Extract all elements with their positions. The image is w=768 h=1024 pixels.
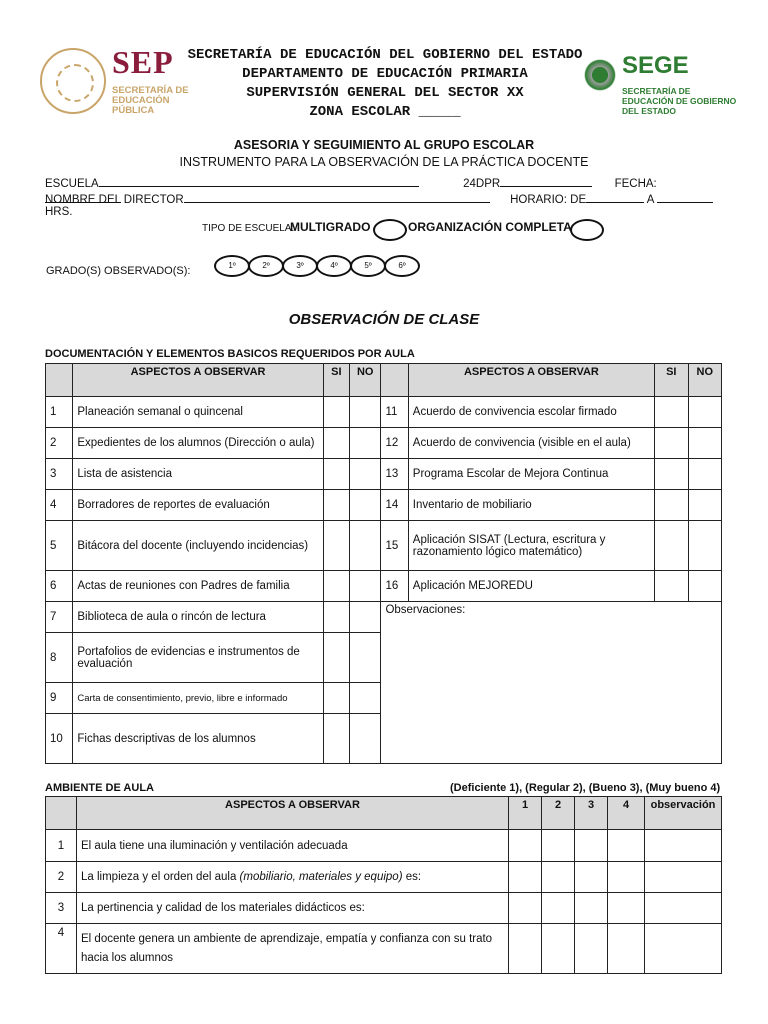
fecha-label: FECHA: [614,178,657,190]
grade-option[interactable]: 5º [350,255,386,277]
section-title: OBSERVACIÓN DE CLASE [288,311,480,328]
completa-option[interactable] [570,219,604,241]
grade-option[interactable]: 2º [248,255,284,277]
doc-col-aspects: ASPECTOS A OBSERVAR [408,364,654,397]
amb-col-aspects: ASPECTOS A OBSERVAR [77,797,509,830]
ambiente-table [45,796,722,974]
si-cell[interactable] [655,521,688,571]
doc-section-label: DOCUMENTACIÓN Y ELEMENTOS BASICOS REQUERIDOS POR AULA [45,348,415,360]
score-cell[interactable] [575,862,608,893]
escuela-field[interactable] [99,174,419,187]
table-row [46,924,722,974]
sege-logo-text: SEGE [622,52,689,79]
si-cell[interactable] [323,714,349,764]
header-lines [180,46,590,122]
sep-logo-text: SEP [112,44,174,80]
row-aspect: El docente genera un ambiente de aprendizaje, empatía y confianza con su trato hacia los alumnos [77,924,509,974]
mexico-seal-icon [40,48,106,114]
row-number: 3 [46,459,73,490]
amb-col-score: 3 [575,797,608,830]
obs-cell[interactable] [645,830,722,862]
row-aspect-italic: (mobiliario, materiales y equipo) [239,871,403,883]
observaciones-label: Observaciones: [385,604,466,616]
director-row [45,190,725,218]
row-number: 3 [46,893,77,924]
grade-option[interactable]: 3º [282,255,318,277]
score-cell[interactable] [608,862,645,893]
form-title: ASESORIA Y SEGUIMIENTO AL GRUPO ESCOLAR [233,138,535,152]
row-aspect: Actas de reuniones con Padres de familia [73,571,323,602]
doc-col-aspects: ASPECTOS A OBSERVAR [73,364,323,397]
table-row [46,893,722,924]
row-number: 4 [46,490,73,521]
amb-col-score: 2 [542,797,575,830]
horario-from-field[interactable] [586,190,644,203]
header-line: SECRETARÍA DE EDUCACIÓN DEL GOBIERNO DEL ESTADO [187,47,583,63]
score-cell[interactable] [542,862,575,893]
no-cell[interactable] [350,633,381,683]
score-cell[interactable] [542,893,575,924]
obs-cell[interactable] [645,893,722,924]
header-line: ZONA ESCOLAR _____ [309,104,461,120]
multigrado-option[interactable] [373,219,407,241]
score-cell[interactable] [608,893,645,924]
score-cell[interactable] [575,830,608,862]
row-aspect-text: La limpieza y el orden del aula [81,871,240,883]
no-cell[interactable] [350,521,381,571]
row-aspect: Lista de asistencia [73,459,323,490]
score-cell[interactable] [509,830,542,862]
si-cell[interactable] [655,490,688,521]
si-cell[interactable] [323,397,349,428]
row-number: 6 [46,571,73,602]
row-aspect [77,862,509,893]
header-line: SUPERVISIÓN GENERAL DEL SECTOR XX [246,85,524,101]
si-cell[interactable] [655,397,688,428]
horario-a-label: A [646,194,654,206]
row-aspect: Expedientes de los alumnos (Dirección o aula) [73,428,323,459]
ambiente-scale: (Deficiente 1), (Regular 2), (Bueno 3), (Muy bueno 4) [450,782,721,794]
si-cell[interactable] [323,683,349,714]
hrs-label: HRS. [45,206,73,218]
ambiente-section-label: AMBIENTE DE AULA [45,782,154,794]
row-number: 4 [46,924,77,974]
doc-table [45,363,722,764]
amb-col-score: 4 [608,797,645,830]
row-aspect: La pertinencia y calidad de los materiales didácticos es: [77,893,509,924]
table-row [46,571,722,602]
doc-col-num [381,364,408,397]
amb-col-num [46,797,77,830]
si-cell[interactable] [323,571,349,602]
sege-logo-subtitle: SECRETARÍA DE EDUCACIÓN DE GOBIERNO DEL ESTADO [622,86,737,116]
row-aspect: Aplicación MEJOREDU [408,571,654,602]
no-cell[interactable] [350,714,381,764]
table-row [46,602,722,633]
row-aspect: Biblioteca de aula o rincón de lectura [73,602,323,633]
row-number: 16 [381,571,408,602]
amb-col-obs: observación [645,797,722,830]
row-aspect: Fichas descriptivas de los alumnos [73,714,323,764]
grade-option[interactable]: 1º [214,255,250,277]
no-cell[interactable] [688,397,722,428]
cct-label: 24DPR [463,178,501,190]
director-field[interactable] [184,190,490,203]
grade-option[interactable]: 4º [316,255,352,277]
no-cell[interactable] [688,571,722,602]
score-cell[interactable] [608,924,645,974]
table-row [46,862,722,893]
row-aspect: Acuerdo de convivencia (visible en el aula) [408,428,654,459]
score-cell[interactable] [575,924,608,974]
no-cell[interactable] [350,683,381,714]
score-cell[interactable] [542,924,575,974]
sep-logo-subtitle: SECRETARÍA DE EDUCACIÓN PÚBLICA [112,85,189,116]
cct-field[interactable] [500,174,592,187]
no-cell[interactable] [688,428,722,459]
score-cell[interactable] [542,830,575,862]
horario-label: HORARIO: DE [510,194,587,206]
row-number: 10 [46,714,73,764]
si-cell[interactable] [655,428,688,459]
grade-option[interactable]: 6º [384,255,420,277]
no-cell[interactable] [688,459,722,490]
row-aspect: Programa Escolar de Mejora Continua [408,459,654,490]
score-cell[interactable] [509,893,542,924]
table-row [46,397,722,428]
row-aspect: Aplicación SISAT (Lectura, escritura y razonamiento lógico matemático) [408,521,654,571]
row-aspect: El aula tiene una iluminación y ventilación adecuada [77,830,509,862]
row-number: 7 [46,602,73,633]
row-aspect: Borradores de reportes de evaluación [73,490,323,521]
multigrado-label: MULTIGRADO [290,220,371,234]
doc-col-no: NO [688,364,722,397]
doc-col-num [46,364,73,397]
row-aspect-text: es: [402,871,422,883]
completa-label: ORGANIZACIÓN COMPLETA [408,220,572,234]
no-cell[interactable] [350,571,381,602]
sege-emblem-icon [584,54,616,96]
table-row [46,459,722,490]
row-number: 13 [381,459,408,490]
si-cell[interactable] [323,490,349,521]
si-cell[interactable] [323,521,349,571]
table-row [46,428,722,459]
no-cell[interactable] [688,521,722,571]
no-cell[interactable] [350,459,381,490]
si-cell[interactable] [323,428,349,459]
score-cell[interactable] [608,830,645,862]
escuela-label: ESCUELA [45,178,99,190]
row-aspect: Acuerdo de convivencia escolar firmado [408,397,654,428]
score-cell[interactable] [509,862,542,893]
header-line: DEPARTAMENTO DE EDUCACIÓN PRIMARIA [242,66,528,82]
no-cell[interactable] [688,490,722,521]
doc-col-si: SI [655,364,688,397]
observaciones-box[interactable] [381,602,722,764]
grados-label: GRADO(S) OBSERVADO(S): [46,265,191,277]
row-number: 15 [381,521,408,571]
row-number: 12 [381,428,408,459]
director-label: NOMBRE DEL DIRECTOR [45,194,184,206]
row-aspect: Carta de consentimiento, previo, libre e informado [73,683,323,714]
si-cell[interactable] [323,633,349,683]
form-subtitle: INSTRUMENTO PARA LA OBSERVACIÓN DE LA PRÁCTICA DOCENTE [179,155,589,169]
no-cell[interactable] [350,428,381,459]
no-cell[interactable] [350,602,381,633]
si-cell[interactable] [323,459,349,490]
table-row [46,521,722,571]
si-cell[interactable] [323,602,349,633]
row-aspect: Bitácora del docente (incluyendo incidencias) [73,521,323,571]
row-aspect: Portafolios de evidencias e instrumentos de evaluación [73,633,323,683]
row-number: 9 [46,683,73,714]
no-cell[interactable] [350,397,381,428]
row-number: 14 [381,490,408,521]
row-number: 8 [46,633,73,683]
score-cell[interactable] [575,893,608,924]
row-aspect: Planeación semanal o quincenal [73,397,323,428]
si-cell[interactable] [655,459,688,490]
sege-logo [584,52,744,116]
table-row [46,490,722,521]
sep-logo [40,44,190,120]
si-cell[interactable] [655,571,688,602]
doc-col-si: SI [323,364,349,397]
row-number: 2 [46,428,73,459]
table-row [46,830,722,862]
no-cell[interactable] [350,490,381,521]
row-number: 5 [46,521,73,571]
obs-cell[interactable] [645,862,722,893]
tipo-label: TIPO DE ESCUELA: [202,223,295,234]
horario-to-field[interactable] [657,190,713,203]
row-aspect: Inventario de mobiliario [408,490,654,521]
row-number: 1 [46,830,77,862]
row-number: 11 [381,397,408,428]
obs-cell[interactable] [645,924,722,974]
amb-col-score: 1 [509,797,542,830]
doc-col-no: NO [350,364,381,397]
score-cell[interactable] [509,924,542,974]
row-number: 2 [46,862,77,893]
row-number: 1 [46,397,73,428]
